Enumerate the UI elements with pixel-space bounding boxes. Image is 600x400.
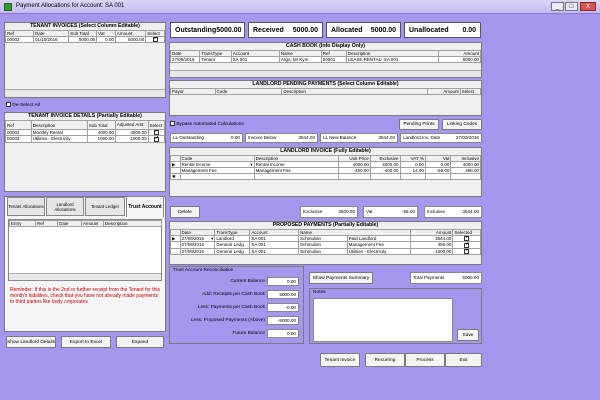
received-label: Received	[253, 26, 284, 34]
col-header[interactable]: Amount	[82, 221, 104, 227]
tab-tenant-allocations[interactable]: Tenant Allocations	[7, 197, 45, 216]
chevron-down-icon[interactable]: ▾	[250, 162, 253, 167]
outstanding-value: 5000.00	[216, 26, 242, 34]
allocated-total	[326, 22, 401, 38]
selected-checkbox[interactable]	[464, 243, 469, 248]
cell[interactable]: 4000.00	[115, 130, 148, 136]
cash-book-panel	[169, 42, 482, 78]
cell[interactable]: Management Fee	[180, 168, 254, 174]
inclusive-value: 3544.00	[462, 209, 479, 214]
receipts-label: Add: Receipts per Cash Book	[202, 292, 265, 297]
col-header[interactable]: TransType	[215, 230, 250, 236]
cell[interactable]: 0.00	[97, 37, 116, 43]
cash-book-table	[170, 50, 481, 63]
trust-reconciliation-group	[169, 266, 304, 344]
cell[interactable]: 1000.00	[115, 136, 148, 142]
col-header[interactable]: TransType	[200, 51, 231, 57]
tenant-invoice-details-title: TENANT INVOICE DETAILS (Partially Editable)	[28, 113, 142, 119]
cell: 5000.00	[439, 57, 481, 63]
app-icon	[4, 3, 12, 11]
date-value[interactable]: 27/09/2016	[181, 236, 205, 242]
outstanding-label: Outstanding	[175, 26, 217, 34]
row-selector-icon[interactable]: ▶	[171, 162, 181, 168]
cell[interactable]: 00002	[6, 130, 32, 136]
col-header[interactable]: Ref	[36, 221, 58, 227]
reconciliation-title: Trust Account Reconciliation	[173, 268, 234, 273]
tenant-invoice-button[interactable]: Tenant Invoice	[320, 353, 360, 367]
col-header[interactable]: Date	[58, 221, 82, 227]
col-header[interactable]: Entry	[10, 221, 36, 227]
show-landlord-details-button[interactable]: Show Landlord Details	[6, 336, 56, 348]
unallocated-total	[404, 22, 481, 38]
select-checkbox[interactable]	[154, 130, 159, 135]
cell[interactable]: 27/09/2016	[180, 248, 215, 254]
notes-textarea[interactable]	[313, 298, 453, 342]
cell[interactable]: 1000.00	[87, 136, 115, 142]
total-payments-value: 5000.00	[462, 275, 479, 280]
future-balance-label: Future Balance	[232, 331, 265, 336]
deselect-all-checkbox[interactable]	[6, 102, 11, 107]
col-header[interactable]: Adjusted Amt	[115, 121, 148, 130]
cell[interactable]	[180, 174, 254, 180]
col-header[interactable]: Ref	[6, 121, 32, 130]
process-button[interactable]: Process	[405, 353, 445, 367]
code-value[interactable]: Rental Income	[181, 162, 211, 167]
new-row[interactable]	[171, 174, 481, 180]
expand-button[interactable]: Expand	[116, 336, 164, 348]
tenant-invoices-title: TENANT INVOICES (Select Column Editable)	[30, 23, 140, 29]
payments-label: Less: Payments per Cash Book	[197, 305, 265, 310]
col-header[interactable]: Description	[254, 156, 339, 162]
row-selector-icon[interactable]: ▶	[171, 236, 181, 242]
proposed-payments-title: PROPOSED PAYMENTS (Partially Editable)	[272, 222, 379, 228]
landlord-pending-panel	[169, 80, 482, 116]
cell: Argo, Mr Kym	[279, 57, 321, 63]
cell[interactable]	[339, 174, 371, 180]
cell[interactable]	[451, 174, 481, 180]
select-checkbox[interactable]	[154, 137, 159, 142]
proposed-payments-value: -5000.00	[267, 316, 299, 325]
cell[interactable]: Management Fee	[347, 242, 410, 248]
select-cell[interactable]	[148, 136, 164, 142]
cell[interactable]: General Ledg	[215, 248, 250, 254]
total-payments-label: Total Payments	[413, 275, 445, 280]
tenant-invoices-panel	[4, 22, 166, 98]
cell[interactable]: Management Fee	[254, 168, 339, 174]
tab-trust-account[interactable]: Trust Account	[126, 196, 164, 217]
col-header[interactable]: Inclusive	[451, 156, 481, 162]
col-header[interactable]: Ref	[321, 51, 346, 57]
col-header[interactable]: Name	[279, 51, 321, 57]
total-payments-box	[410, 272, 482, 284]
col-header[interactable]: Amount	[115, 31, 145, 37]
bypass-checkbox[interactable]	[170, 121, 175, 126]
reminder-text: Reminder: If this is the 2nd or further receipt from the Tenant for this month's liabilities, check that you have not already made payments to third parties like body corporates	[10, 287, 160, 305]
col-header[interactable]: Amount	[428, 89, 460, 95]
horizontal-scrollbar[interactable]	[170, 70, 481, 77]
cell[interactable]: 01/10/2016	[34, 37, 69, 43]
received-total	[248, 22, 323, 38]
window-title: Payment Allocations for Account: SA 001	[16, 3, 125, 9]
table-row[interactable]	[171, 248, 481, 254]
col-header[interactable]: Date	[171, 51, 200, 57]
unallocated-value: 0.00	[462, 26, 476, 34]
received-value: 5000.00	[292, 26, 318, 34]
deselect-all-label: De-Select All	[12, 102, 40, 108]
allocations-tab-panel	[4, 196, 166, 332]
exit-button[interactable]: Exit	[445, 353, 482, 367]
cell[interactable]: 00002	[6, 136, 32, 142]
invoice-below-box	[245, 133, 318, 143]
cell[interactable]: -400.00	[370, 168, 400, 174]
col-header[interactable]: Name	[298, 230, 410, 236]
outstanding-total	[170, 22, 245, 38]
notes-group	[309, 288, 482, 344]
vat-label: Vat	[366, 209, 373, 214]
exclusive-label: Exclusive	[303, 209, 323, 214]
vat-box	[363, 206, 418, 218]
proposed-payments-label: Less: Proposed Payments (Above)	[190, 318, 265, 323]
cell[interactable]: -400.00	[339, 168, 371, 174]
cell: 27/09/2016	[171, 57, 200, 63]
cell[interactable]: 5000.00	[69, 37, 97, 43]
allocated-label: Allocated	[331, 26, 363, 34]
title-bar	[0, 0, 600, 14]
cell[interactable]: Utilities - Electricity	[347, 248, 410, 254]
cell[interactable]: Schmulian	[298, 236, 347, 242]
receipts-value: 5000.00	[267, 290, 299, 299]
selected-cell[interactable]	[453, 248, 481, 254]
tab-landlord-allocations[interactable]: Landlord Allocations	[46, 197, 84, 216]
col-header[interactable]: Amount	[411, 230, 453, 236]
landlord-pending-title: LANDLORD PENDING PAYMENTS (Select Column Editable)	[252, 81, 399, 87]
exclusive-box	[300, 206, 358, 218]
current-balance-value: 0.00	[267, 277, 299, 286]
cell[interactable]	[370, 174, 400, 180]
table-row[interactable]	[6, 136, 165, 142]
cell[interactable]: Utilities - Electricity	[31, 136, 87, 142]
cell[interactable]: 4000.00	[451, 162, 481, 168]
cell[interactable]: SA 001	[250, 242, 299, 248]
col-header[interactable]: Date	[180, 230, 215, 236]
landlord-pending-table	[170, 88, 481, 95]
minimize-button[interactable]: _	[551, 2, 564, 11]
trust-account-grid	[8, 219, 162, 281]
ll-outstanding-label: LL Outstanding	[173, 135, 204, 140]
cell: 00001	[321, 57, 346, 63]
landlord-inv-date-value[interactable]: 27/09/2016	[456, 135, 479, 140]
col-header[interactable]: Description	[282, 89, 428, 95]
row-selector-icon[interactable]	[171, 248, 181, 254]
col-header[interactable]: Code	[215, 89, 282, 95]
cell[interactable]: -56.00	[425, 168, 450, 174]
current-balance-label: Current Balance	[230, 279, 265, 284]
maximize-button[interactable]: □	[565, 2, 578, 11]
select-cell[interactable]	[146, 37, 165, 43]
deselect-all-option[interactable]	[6, 102, 40, 108]
col-header[interactable]: Description	[346, 51, 438, 57]
col-header[interactable]: Sub Total	[69, 31, 97, 37]
col-header[interactable]: Account	[250, 230, 299, 236]
col-header[interactable]: Vat	[425, 156, 450, 162]
ll-new-balance-label: LL New Balance	[323, 135, 357, 140]
pending-prints-button[interactable]: Pending Prints	[399, 119, 439, 130]
cell[interactable]: SA 001	[250, 236, 299, 242]
delete-button[interactable]: Delete	[170, 206, 200, 218]
ll-outstanding-box	[170, 133, 243, 143]
cell[interactable]	[425, 174, 450, 180]
cell: LEASE RENTAL- SA 001	[346, 57, 438, 63]
allocated-value: 5000.00	[370, 26, 396, 34]
tenant-invoices-table	[5, 30, 165, 43]
ll-new-balance-value: 3544.00	[378, 135, 395, 140]
horizontal-scrollbar[interactable]	[5, 89, 165, 97]
selected-checkbox[interactable]	[464, 236, 469, 241]
cell[interactable]: 3544.00	[411, 236, 453, 242]
landlord-inv-date-label: Landlord Inv. Date	[403, 135, 441, 140]
inclusive-box	[424, 206, 482, 218]
proposed-payments-table	[170, 229, 481, 255]
cell[interactable]: SA 001	[250, 248, 299, 254]
cell[interactable]: 4000.00	[339, 162, 371, 168]
cell: SA 001	[231, 57, 279, 63]
cell[interactable]: 14.00	[400, 168, 425, 174]
col-header[interactable]: Payor	[171, 89, 216, 95]
col-header[interactable]: Sub Total	[87, 121, 115, 130]
future-balance-value: 0.00	[267, 329, 299, 338]
chevron-down-icon[interactable]: ▾	[211, 236, 214, 242]
show-payments-summary-button[interactable]: Show Payments Summary	[309, 272, 373, 284]
cell[interactable]: Monthly Rental	[31, 130, 87, 136]
cell[interactable]: Paid Landlord	[347, 236, 410, 242]
cell[interactable]: Schmulian	[298, 242, 347, 248]
selected-checkbox[interactable]	[464, 249, 469, 254]
col-header[interactable]: Vat	[97, 31, 116, 37]
bypass-label: Bypass Automated Calculations	[176, 121, 244, 127]
col-header[interactable]: Select	[146, 31, 165, 37]
invoice-below-label: Invoice Below	[248, 135, 277, 140]
cell[interactable]	[254, 174, 339, 180]
cell[interactable]: 456.00	[451, 168, 481, 174]
table-row[interactable]	[6, 37, 165, 43]
col-header[interactable]: Description	[31, 121, 87, 130]
unallocated-label: Unallocated	[409, 26, 449, 34]
col-header[interactable]: Unit Price	[339, 156, 371, 162]
cell[interactable]: 0.00	[400, 162, 425, 168]
inclusive-label: Inclusive	[427, 209, 445, 214]
ll-new-balance-box	[320, 133, 398, 143]
cell[interactable]: 0.00	[425, 162, 450, 168]
landlord-inv-date-box[interactable]	[400, 133, 482, 143]
col-header[interactable]: Select	[460, 89, 480, 95]
cell[interactable]	[400, 174, 425, 180]
table-row[interactable]	[171, 57, 481, 63]
col-header[interactable]: Exclusive	[370, 156, 400, 162]
cell[interactable]: Landlord	[215, 236, 250, 242]
linking-codes-button[interactable]: Linking Codes	[442, 119, 482, 130]
horizontal-scrollbar[interactable]	[9, 273, 161, 280]
landlord-invoice-table	[170, 155, 481, 180]
col-header[interactable]: Ref	[6, 31, 34, 37]
col-header[interactable]: Account	[231, 51, 279, 57]
col-header[interactable]: VAT %	[400, 156, 425, 162]
recurring-button[interactable]: Recurring	[365, 353, 405, 367]
close-button[interactable]: X	[580, 2, 596, 11]
export-to-excel-button[interactable]: Export to Excel	[61, 336, 111, 348]
landlord-invoice-title: LANDLORD INVOICE (Fully Editable)	[280, 148, 371, 154]
tenant-invoice-details-table	[5, 120, 165, 143]
select-checkbox[interactable]	[153, 37, 158, 42]
col-header[interactable]: Selected	[453, 230, 481, 236]
col-header[interactable]: Date	[34, 31, 69, 37]
payments-value: -0.00	[267, 303, 299, 312]
trust-account-table	[9, 220, 162, 227]
col-header[interactable]: Select	[148, 121, 164, 130]
cell[interactable]: 456.00	[411, 242, 453, 248]
save-notes-button[interactable]: Save	[457, 329, 479, 341]
cell[interactable]: 27/09/2016	[180, 242, 215, 248]
landlord-invoice-panel	[169, 147, 482, 197]
vat-value: -56.00	[401, 209, 415, 214]
exclusive-value: 3600.00	[338, 209, 355, 214]
cell[interactable]: 00002	[6, 37, 34, 43]
tab-tenant-ledger[interactable]: Tenant Ledger	[85, 197, 125, 216]
cell[interactable]: General Ledg	[215, 242, 250, 248]
cell[interactable]: Schmulian	[298, 248, 347, 254]
cell[interactable]: 5000.00	[115, 37, 145, 43]
ll-outstanding-value: 0.00	[231, 135, 240, 140]
cell: Tenant	[200, 57, 231, 63]
cell[interactable]: 4000.00	[370, 162, 400, 168]
cell[interactable]: 1000.00	[411, 248, 453, 254]
tenant-invoice-details-panel	[4, 112, 166, 192]
cash-book-title: CASH BOOK (Info Display Only)	[286, 43, 365, 49]
cell[interactable]: 4000.00	[87, 130, 115, 136]
notes-label: Notes	[313, 290, 326, 295]
col-header[interactable]: Description	[104, 221, 162, 227]
col-header[interactable]: Amount	[439, 51, 481, 57]
invoice-below-value: 3544.00	[298, 135, 315, 140]
proposed-payments-panel	[169, 221, 482, 265]
new-row-icon[interactable]: ✱	[171, 174, 181, 180]
bypass-option[interactable]	[170, 121, 244, 127]
cell[interactable]: Rental Income	[254, 162, 339, 168]
col-header[interactable]: Code	[180, 156, 254, 162]
